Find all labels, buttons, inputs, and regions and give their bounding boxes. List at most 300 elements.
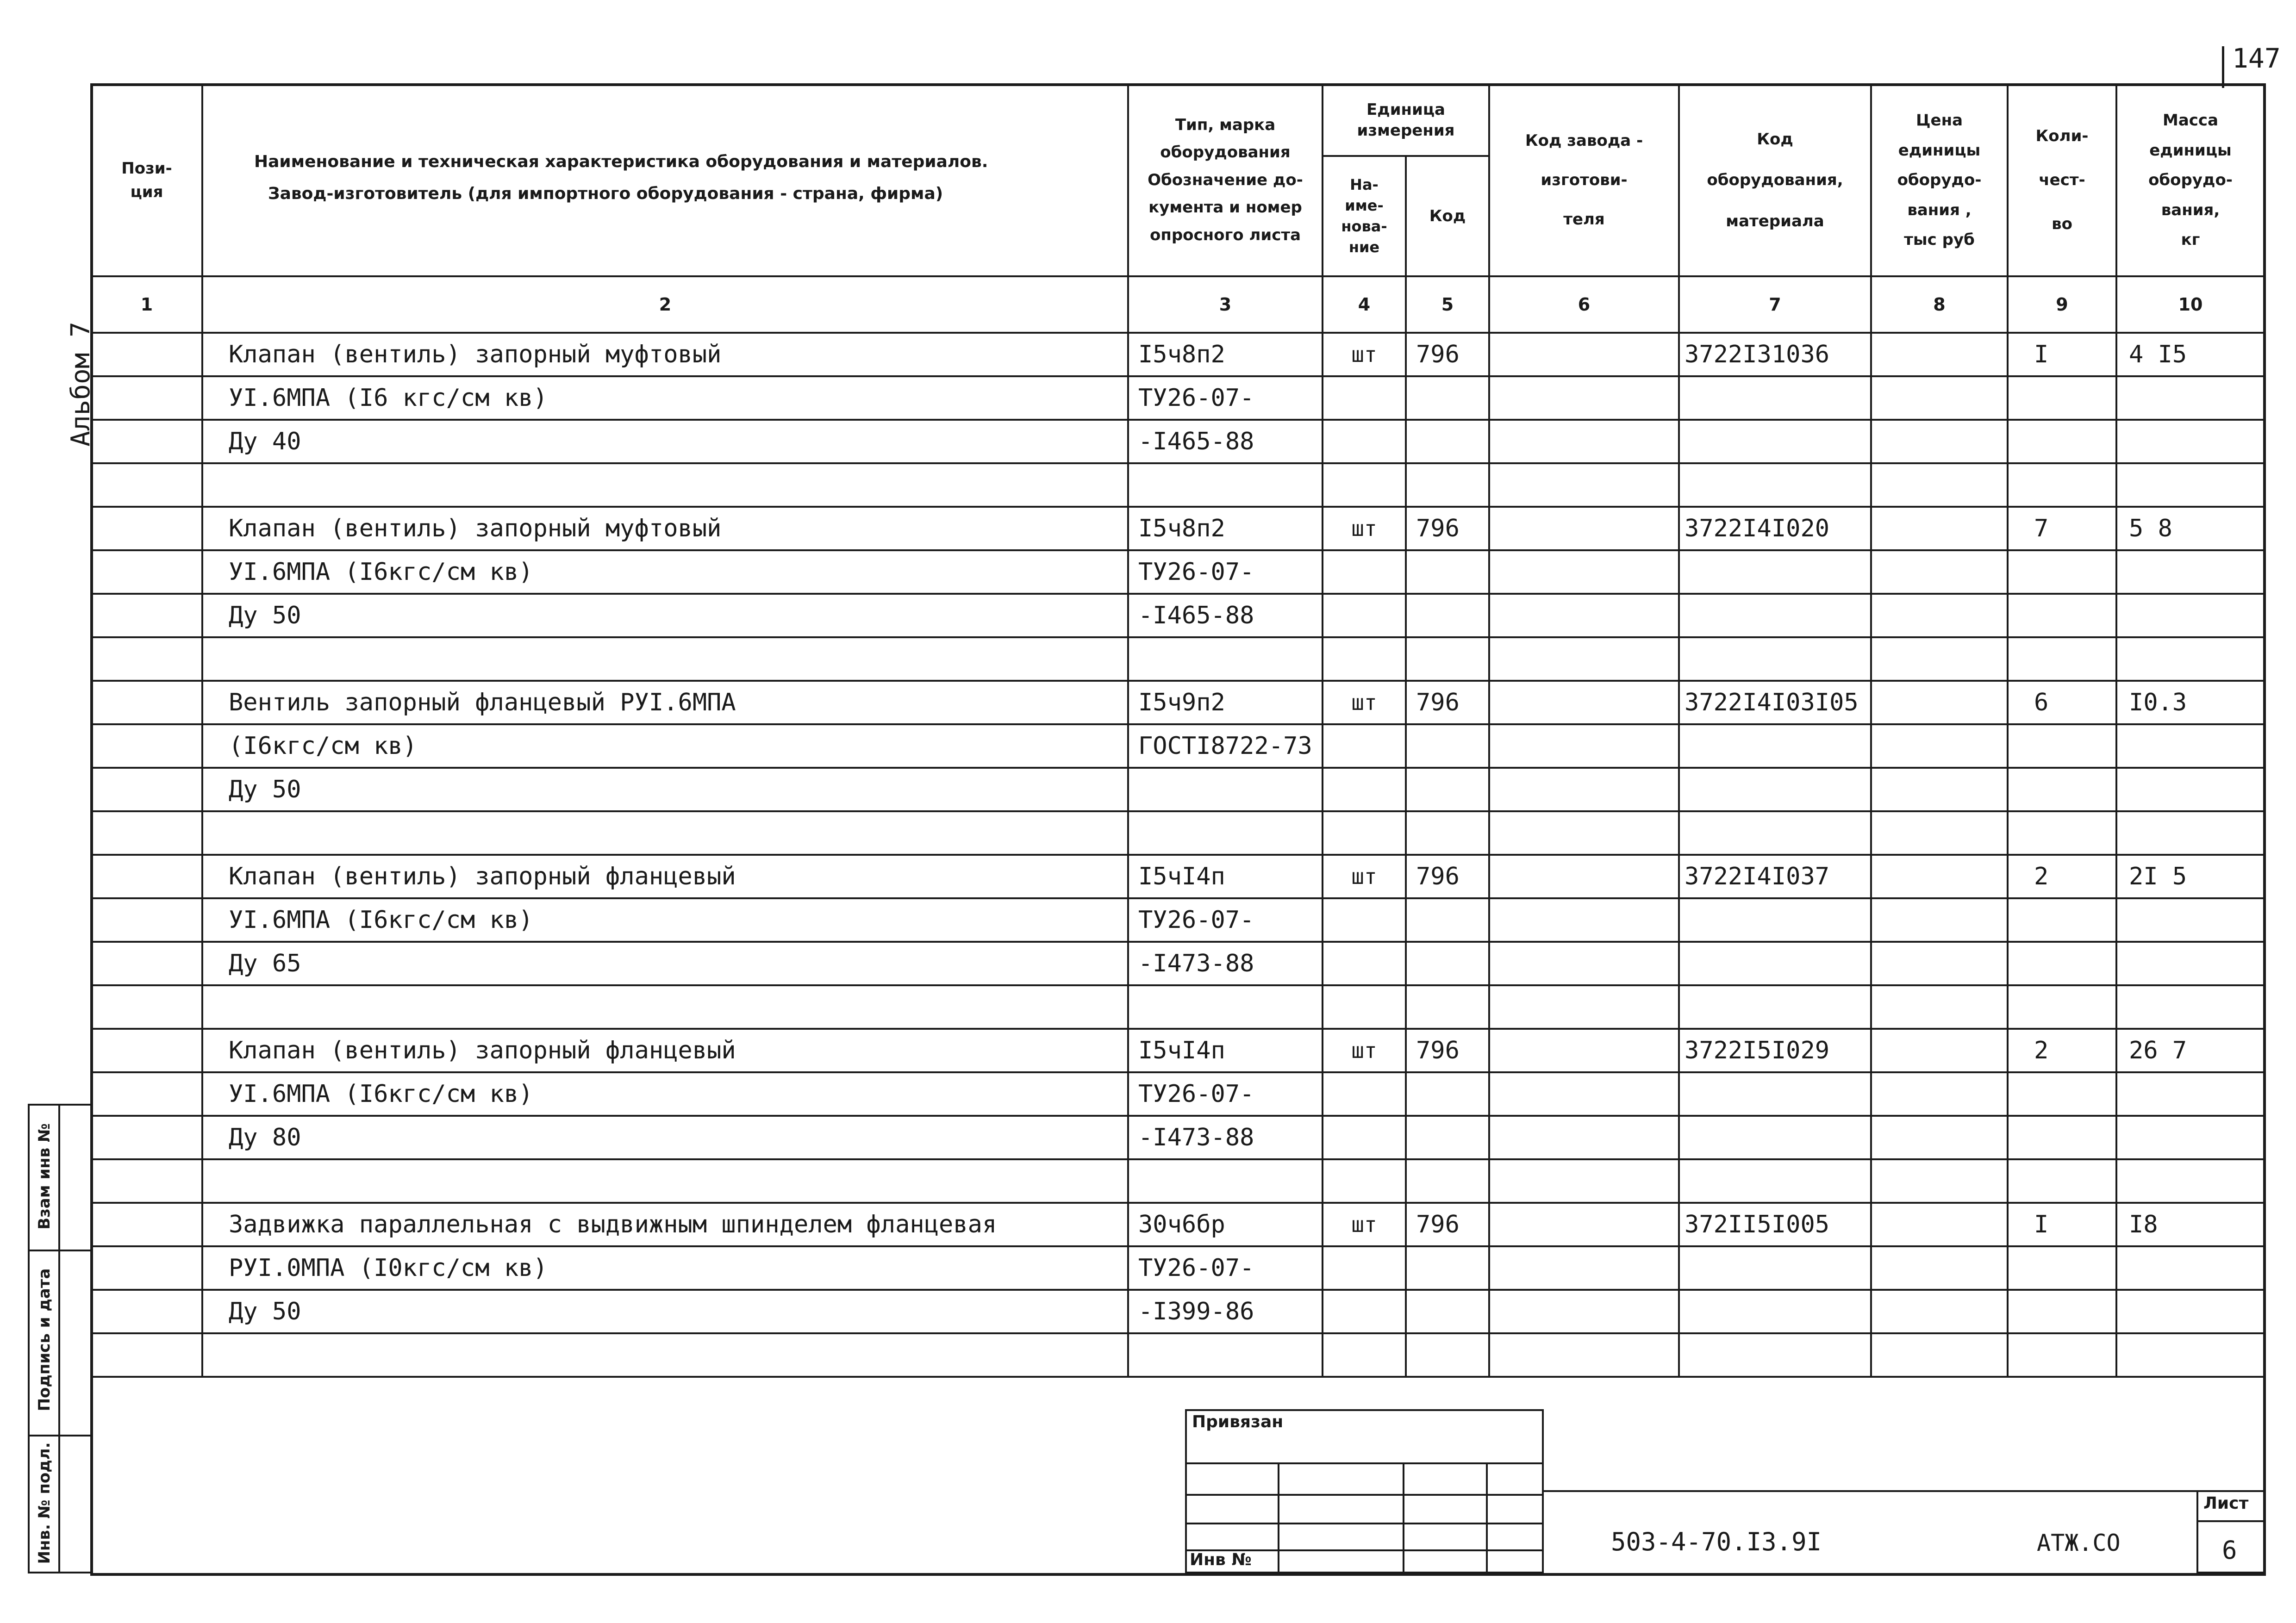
cell-price (1871, 550, 2008, 594)
cell-code (1406, 811, 1489, 855)
cell-code (1406, 1072, 1489, 1116)
cell-equip-code (1679, 768, 1871, 811)
cell-factory (1489, 507, 1679, 550)
cell-type: I5ч9п2 (1128, 681, 1323, 724)
cell-type (1128, 768, 1323, 811)
table-row (91, 1029, 2265, 1072)
cell-pos (91, 637, 202, 681)
cell-name (202, 985, 1128, 1029)
cell-qty (2008, 1333, 2116, 1377)
cell-factory (1489, 1290, 1679, 1333)
cell-type: ТУ26-07- (1128, 376, 1323, 420)
cell-name (202, 811, 1128, 855)
cell-pos (91, 811, 202, 855)
header-price: Цена единицы оборудо- вания , тыс руб (1871, 84, 2008, 276)
cell-price (1871, 1246, 2008, 1290)
privyazan-vline-2 (1403, 1462, 1404, 1573)
side-label-inv-podl: Инв. № подл. (35, 1442, 54, 1564)
cell-pos (91, 768, 202, 811)
cell-pos (91, 1072, 202, 1116)
cell-unit (1323, 1246, 1406, 1290)
cell-equip-code (1679, 420, 1871, 463)
cell-pos (91, 985, 202, 1029)
cell-mass (2116, 724, 2265, 768)
table-row (91, 550, 2265, 594)
table-row (91, 420, 2265, 463)
cell-qty (2008, 1116, 2116, 1159)
cell-unit: шт (1323, 1029, 1406, 1072)
col-number-4: 4 (1323, 276, 1406, 333)
table-row (91, 811, 2265, 855)
cell-name: Задвижка параллельная с выдвижным шпинделем фланцевая (202, 1203, 1128, 1246)
cell-factory (1489, 1333, 1679, 1377)
cell-qty (2008, 985, 2116, 1029)
cell-unit (1323, 1290, 1406, 1333)
cell-qty (2008, 637, 2116, 681)
cell-price (1871, 768, 2008, 811)
cell-qty: 2 (2008, 1029, 2116, 1072)
col-number-6: 6 (1489, 276, 1679, 333)
cell-factory (1489, 376, 1679, 420)
col-number-5: 5 (1406, 276, 1489, 333)
sheet-box-line (2196, 1520, 2266, 1522)
cell-unit (1323, 768, 1406, 811)
table-row (91, 1290, 2265, 1333)
cell-factory (1489, 768, 1679, 811)
header-quantity: Коли- чест- во (2008, 84, 2116, 276)
cell-price (1871, 1116, 2008, 1159)
cell-pos (91, 724, 202, 768)
cell-price (1871, 507, 2008, 550)
cell-factory (1489, 942, 1679, 985)
cell-type (1128, 637, 1323, 681)
cell-name: Клапан (вентиль) запорный фланцевый (202, 1029, 1128, 1072)
cell-mass (2116, 594, 2265, 637)
cell-mass (2116, 898, 2265, 942)
cell-qty (2008, 1072, 2116, 1116)
cell-unit (1323, 376, 1406, 420)
cell-equip-code (1679, 724, 1871, 768)
cell-pos (91, 1203, 202, 1246)
cell-unit (1323, 1116, 1406, 1159)
cell-mass (2116, 768, 2265, 811)
cell-code (1406, 724, 1489, 768)
album-label: Альбом 7 (66, 322, 96, 447)
cell-type: -I473-88 (1128, 1116, 1323, 1159)
cell-qty (2008, 898, 2116, 942)
table-row (91, 985, 2265, 1029)
cell-pos (91, 594, 202, 637)
cell-name: УI.6МПА (I6кгс/см кв) (202, 898, 1128, 942)
header-position: Пози- ция (91, 84, 202, 276)
inv-no-label: Инв № (1190, 1550, 1252, 1569)
cell-code: 796 (1406, 1203, 1489, 1246)
privyazan-block (1185, 1409, 1544, 1573)
cell-unit (1323, 463, 1406, 507)
cell-code (1406, 376, 1489, 420)
col-number-2: 2 (202, 276, 1128, 333)
table-row (91, 898, 2265, 942)
cell-qty (2008, 768, 2116, 811)
cell-type: -I465-88 (1128, 594, 1323, 637)
col-number-1: 1 (91, 276, 202, 333)
cell-qty: 2 (2008, 855, 2116, 898)
cell-code (1406, 1333, 1489, 1377)
cell-equip-code (1679, 1159, 1871, 1203)
cell-unit (1323, 942, 1406, 985)
cell-name: Ду 50 (202, 594, 1128, 637)
cell-qty (2008, 942, 2116, 985)
table-row (91, 768, 2265, 811)
table-row (91, 507, 2265, 550)
cell-price (1871, 333, 2008, 376)
cell-mass (2116, 811, 2265, 855)
table-row (91, 1159, 2265, 1203)
cell-pos (91, 420, 202, 463)
cell-name: УI.6МПА (I6 кгс/см кв) (202, 376, 1128, 420)
cell-mass (2116, 420, 2265, 463)
col-number-9: 9 (2008, 276, 2116, 333)
cell-unit (1323, 637, 1406, 681)
cell-name (202, 463, 1128, 507)
cell-type (1128, 811, 1323, 855)
cell-type: ТУ26-07- (1128, 1072, 1323, 1116)
cell-qty (2008, 594, 2116, 637)
cell-name (202, 1159, 1128, 1203)
cell-name: Клапан (вентиль) запорный муфтовый (202, 333, 1128, 376)
cell-factory (1489, 855, 1679, 898)
table-row (91, 1072, 2265, 1116)
cell-name: Вентиль запорный фланцевый РУI.6МПА (202, 681, 1128, 724)
cell-code (1406, 463, 1489, 507)
cell-code: 796 (1406, 333, 1489, 376)
cell-mass: 4 I5 (2116, 333, 2265, 376)
cell-mass (2116, 942, 2265, 985)
cell-code (1406, 1116, 1489, 1159)
cell-price (1871, 463, 2008, 507)
cell-name (202, 1333, 1128, 1377)
table-row (91, 463, 2265, 507)
cell-code (1406, 1159, 1489, 1203)
cell-price (1871, 420, 2008, 463)
header-type: Тип, марка оборудования Обозначение до- кумента и номер опросного листа (1128, 84, 1323, 276)
cell-equip-code: 3722I5I029 (1679, 1029, 1871, 1072)
privyazan-line-2 (1185, 1494, 1544, 1496)
cell-qty: I (2008, 1203, 2116, 1246)
table-row (91, 1333, 2265, 1377)
cell-type: 30ч6бр (1128, 1203, 1323, 1246)
cell-equip-code (1679, 985, 1871, 1029)
cell-equip-code: 3722I31036 (1679, 333, 1871, 376)
cell-name: Ду 80 (202, 1116, 1128, 1159)
cell-code: 796 (1406, 681, 1489, 724)
cell-price (1871, 1159, 2008, 1203)
cell-qty (2008, 1290, 2116, 1333)
cell-mass (2116, 637, 2265, 681)
cell-pos (91, 376, 202, 420)
cell-price (1871, 724, 2008, 768)
cell-pos (91, 550, 202, 594)
cell-type: I5чI4п (1128, 855, 1323, 898)
table-row (91, 376, 2265, 420)
cell-equip-code (1679, 637, 1871, 681)
header-equipment-code: Код оборудования, материала (1679, 84, 1871, 276)
cell-type: ТУ26-07- (1128, 898, 1323, 942)
cell-mass (2116, 550, 2265, 594)
doc-code: 503-4-70.I3.9I (1611, 1527, 1822, 1556)
sheet-number: 6 (2222, 1536, 2237, 1565)
table-row (91, 333, 2265, 376)
cell-equip-code (1679, 1246, 1871, 1290)
cell-factory (1489, 1116, 1679, 1159)
cell-equip-code: 3722I4I020 (1679, 507, 1871, 550)
cell-equip-code (1679, 376, 1871, 420)
cell-unit (1323, 1333, 1406, 1377)
cell-equip-code: 372II5I005 (1679, 1203, 1871, 1246)
cell-pos (91, 507, 202, 550)
cell-type: ТУ26-07- (1128, 550, 1323, 594)
privyazan-line-3 (1185, 1523, 1544, 1524)
cell-name: Ду 65 (202, 942, 1128, 985)
cell-name (202, 637, 1128, 681)
cell-price (1871, 594, 2008, 637)
cell-unit: шт (1323, 1203, 1406, 1246)
side-label-vzam: Взам инв № (35, 1123, 54, 1230)
cell-factory (1489, 333, 1679, 376)
header-mass: Масса единицы оборудо- вания, кг (2116, 84, 2265, 276)
cell-code (1406, 1246, 1489, 1290)
cell-mass (2116, 1072, 2265, 1116)
cell-price (1871, 637, 2008, 681)
cell-unit (1323, 724, 1406, 768)
cell-qty (2008, 724, 2116, 768)
header-unit-code: Код (1406, 156, 1489, 276)
cell-factory (1489, 1029, 1679, 1072)
table-row (91, 1246, 2265, 1290)
cell-equip-code (1679, 594, 1871, 637)
cell-qty: 7 (2008, 507, 2116, 550)
cell-name: РУI.0МПА (I0кгс/см кв) (202, 1246, 1128, 1290)
header-unit-group: Единица измерения (1323, 84, 1489, 156)
cell-unit (1323, 1072, 1406, 1116)
table-row (91, 942, 2265, 985)
cell-factory (1489, 724, 1679, 768)
cell-type: I5ч8п2 (1128, 507, 1323, 550)
cell-type (1128, 463, 1323, 507)
cell-equip-code (1679, 1116, 1871, 1159)
cell-pos (91, 681, 202, 724)
cell-unit (1323, 594, 1406, 637)
cell-factory (1489, 637, 1679, 681)
cell-code (1406, 985, 1489, 1029)
cell-name: Ду 50 (202, 1290, 1128, 1333)
col-number-3: 3 (1128, 276, 1323, 333)
privyazan-vline-1 (1278, 1462, 1279, 1573)
cell-code (1406, 942, 1489, 985)
cell-mass: I8 (2116, 1203, 2265, 1246)
cell-pos (91, 333, 202, 376)
cell-pos (91, 1333, 202, 1377)
cell-unit: шт (1323, 333, 1406, 376)
cell-qty: 6 (2008, 681, 2116, 724)
cell-code (1406, 768, 1489, 811)
cell-price (1871, 1029, 2008, 1072)
cell-unit: шт (1323, 507, 1406, 550)
cell-pos (91, 1290, 202, 1333)
table-row (91, 855, 2265, 898)
cell-unit (1323, 985, 1406, 1029)
table-row (91, 1203, 2265, 1246)
cell-price (1871, 985, 2008, 1029)
cell-factory (1489, 550, 1679, 594)
cell-mass (2116, 985, 2265, 1029)
cell-qty (2008, 463, 2116, 507)
cell-type: -I473-88 (1128, 942, 1323, 985)
cell-type: I5чI4п (1128, 1029, 1323, 1072)
cell-mass (2116, 376, 2265, 420)
cell-equip-code (1679, 463, 1871, 507)
cell-mass: 2I 5 (2116, 855, 2265, 898)
privyazan-vline-3 (1486, 1462, 1488, 1573)
col-number-7: 7 (1679, 276, 1871, 333)
side-label-podpis: Подпись и дата (35, 1268, 54, 1412)
cell-factory (1489, 594, 1679, 637)
cell-equip-code (1679, 898, 1871, 942)
doc-code-line (1544, 1490, 2266, 1492)
cell-unit (1323, 420, 1406, 463)
col-number-10: 10 (2116, 276, 2265, 333)
cell-equip-code: 3722I4I03I05 (1679, 681, 1871, 724)
cell-pos (91, 1029, 202, 1072)
specification-table (90, 83, 2265, 1378)
cell-equip-code: 3722I4I037 (1679, 855, 1871, 898)
page-number: 147 (2232, 43, 2281, 74)
cell-mass (2116, 1116, 2265, 1159)
privyazan-line-1 (1185, 1462, 1544, 1464)
cell-pos (91, 898, 202, 942)
cell-factory (1489, 985, 1679, 1029)
cell-price (1871, 681, 2008, 724)
cell-name: УI.6МПА (I6кгс/см кв) (202, 550, 1128, 594)
table-row (91, 681, 2265, 724)
cell-code (1406, 420, 1489, 463)
sheet-label: Лист (2203, 1494, 2249, 1513)
cell-equip-code (1679, 1072, 1871, 1116)
cell-unit (1323, 811, 1406, 855)
cell-code: 796 (1406, 855, 1489, 898)
cell-code: 796 (1406, 507, 1489, 550)
cell-factory (1489, 1246, 1679, 1290)
col-number-8: 8 (1871, 276, 2008, 333)
table-row (91, 724, 2265, 768)
cell-factory (1489, 420, 1679, 463)
cell-price (1871, 1072, 2008, 1116)
cell-code (1406, 594, 1489, 637)
cell-pos (91, 1246, 202, 1290)
table-row (91, 637, 2265, 681)
cell-pos (91, 1159, 202, 1203)
cell-type (1128, 985, 1323, 1029)
cell-name: Ду 40 (202, 420, 1128, 463)
cell-type: ГОСТI8722-73 (1128, 724, 1323, 768)
cell-price (1871, 942, 2008, 985)
cell-price (1871, 1290, 2008, 1333)
header-unit-name: На- име- нова- ние (1323, 156, 1406, 276)
cell-mass: 5 8 (2116, 507, 2265, 550)
cell-mass (2116, 1333, 2265, 1377)
cell-mass (2116, 1290, 2265, 1333)
cell-qty (2008, 420, 2116, 463)
cell-price (1871, 811, 2008, 855)
cell-type: -I465-88 (1128, 420, 1323, 463)
privyazan-label: Привязан (1192, 1412, 1284, 1431)
cell-factory (1489, 898, 1679, 942)
cell-code (1406, 637, 1489, 681)
cell-unit (1323, 550, 1406, 594)
cell-code (1406, 1290, 1489, 1333)
cell-qty: I (2008, 333, 2116, 376)
cell-pos (91, 1116, 202, 1159)
cell-equip-code (1679, 811, 1871, 855)
cell-qty (2008, 376, 2116, 420)
cell-equip-code (1679, 1290, 1871, 1333)
cell-unit (1323, 898, 1406, 942)
cell-mass: 26 7 (2116, 1029, 2265, 1072)
cell-unit (1323, 1159, 1406, 1203)
cell-equip-code (1679, 942, 1871, 985)
cell-pos (91, 463, 202, 507)
cell-mass (2116, 1246, 2265, 1290)
cell-pos (91, 942, 202, 985)
cell-code (1406, 898, 1489, 942)
cell-mass (2116, 463, 2265, 507)
cell-type (1128, 1333, 1323, 1377)
cell-unit: шт (1323, 681, 1406, 724)
cell-type (1128, 1159, 1323, 1203)
doc-mark: АТЖ.СО (2037, 1530, 2121, 1556)
cell-price (1871, 1203, 2008, 1246)
cell-name: УI.6МПА (I6кгс/см кв) (202, 1072, 1128, 1116)
cell-name: Ду 50 (202, 768, 1128, 811)
cell-qty (2008, 1246, 2116, 1290)
cell-factory (1489, 811, 1679, 855)
cell-factory (1489, 681, 1679, 724)
cell-qty (2008, 550, 2116, 594)
cell-qty (2008, 1159, 2116, 1203)
table-row (91, 594, 2265, 637)
cell-price (1871, 376, 2008, 420)
cell-type: ТУ26-07- (1128, 1246, 1323, 1290)
cell-code (1406, 550, 1489, 594)
cell-price (1871, 1333, 2008, 1377)
cell-equip-code (1679, 1333, 1871, 1377)
cell-mass (2116, 1159, 2265, 1203)
cell-factory (1489, 1159, 1679, 1203)
cell-qty (2008, 811, 2116, 855)
header-factory-code: Код завода - изготови- теля (1489, 84, 1679, 276)
cell-factory (1489, 1072, 1679, 1116)
header-name: Наименование и техническая характеристика оборудования и материалов. Завод-изготовитель (для импортного оборудования - страна, фирма) (202, 84, 1128, 276)
cell-type: -I399-86 (1128, 1290, 1323, 1333)
cell-code: 796 (1406, 1029, 1489, 1072)
cell-type: I5ч8п2 (1128, 333, 1323, 376)
cell-unit: шт (1323, 855, 1406, 898)
table-row (91, 1116, 2265, 1159)
cell-price (1871, 855, 2008, 898)
cell-factory (1489, 463, 1679, 507)
cell-price (1871, 898, 2008, 942)
cell-name: Клапан (вентиль) запорный муфтовый (202, 507, 1128, 550)
